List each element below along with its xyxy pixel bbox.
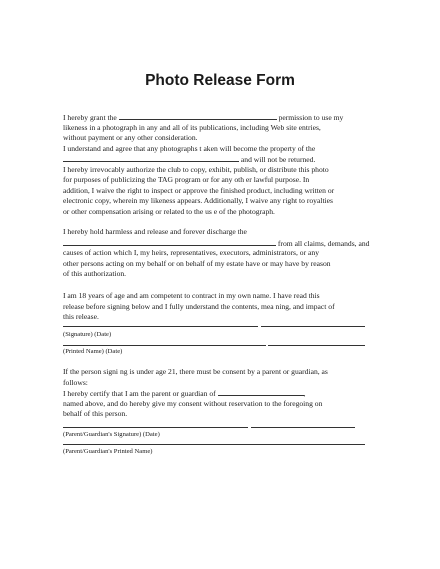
age-paragraph bbox=[63, 291, 383, 323]
release-line-4: other persons acting on my behalf or on behalf of my estate have or may have by reason bbox=[63, 258, 331, 268]
grant-line-4: I understand and agree that any photographs t aken will become the property of the bbox=[63, 143, 316, 153]
guardian-printed-name-label: (Parent/Guardian's Printed Name) bbox=[63, 448, 153, 455]
grant-line-3: without payment or any other consideration. bbox=[63, 133, 198, 142]
grant-line-10: or other compensation arising or related to the us e of the photograph. bbox=[63, 206, 275, 216]
grant-line-5: and will not be returned. bbox=[240, 155, 316, 164]
age-line-3: this release. bbox=[63, 312, 99, 321]
guardian-comma: , bbox=[303, 389, 306, 398]
guardian-signature-date-line[interactable] bbox=[251, 427, 355, 428]
grant-line-8: addition, I waive the right to inspect or approve the finished product, including written or bbox=[63, 185, 335, 195]
age-line-2: release before signing below and I fully understand the contents, mea ning, and impact of bbox=[63, 301, 335, 311]
guardian-line-2: follows: bbox=[63, 377, 88, 387]
grant-paragraph bbox=[63, 112, 383, 217]
guardian-line-5: behalf of this person. bbox=[63, 409, 128, 418]
guardian-signature-label: (Parent/Guardian's Signature) (Date) bbox=[63, 431, 160, 438]
release-line-2: from all claims, demands, and bbox=[277, 238, 370, 248]
signature-label: (Signature) (Date) bbox=[63, 331, 112, 338]
age-line-1: I am 18 years of age and am competent to contract in my own name. I have read this bbox=[63, 291, 320, 300]
page-title: Photo Release Form bbox=[145, 72, 295, 89]
guardian-line-1: If the person signi ng is under age 21, there must be consent by a parent or guardian, as bbox=[63, 367, 328, 376]
grant-line-9: electronic copy, wherein my likeness appears. Additionally, I waive any right to royalties bbox=[63, 196, 333, 205]
release-paragraph bbox=[63, 227, 383, 280]
guardian-line-4: named above, and do hereby give my consent without reservation to the foregoing on bbox=[63, 398, 323, 408]
release-line-1: I hereby hold harmless and release and forever discharge the bbox=[63, 227, 247, 236]
signature-date-line[interactable] bbox=[261, 326, 365, 327]
minor-name-blank[interactable] bbox=[218, 388, 304, 396]
grantee-blank[interactable] bbox=[119, 112, 277, 120]
grant-text-end: permission to use my bbox=[278, 113, 344, 122]
printed-name-line[interactable] bbox=[63, 345, 266, 346]
printed-name-date-line[interactable] bbox=[268, 345, 365, 346]
released-party-blank[interactable] bbox=[63, 238, 276, 246]
guardian-line-3: I hereby certify that I am the parent or guardian of bbox=[63, 389, 216, 398]
grant-line-2: likeness in a photograph in any and all of its publications, including Web site entries, bbox=[63, 122, 321, 132]
grant-line-6: I hereby irrevocably authorize the club to copy, exhibit, publish, or distribute this photo bbox=[63, 164, 329, 174]
release-line-5: of this authorization. bbox=[63, 269, 127, 278]
guardian-paragraph bbox=[63, 367, 383, 420]
printed-name-label: (Printed Name) (Date) bbox=[63, 348, 123, 355]
grant-line-7: for purposes of publicizing the TAG program or for any oth er lawful purpose. In bbox=[63, 175, 310, 184]
guardian-signature-line[interactable] bbox=[63, 427, 248, 428]
signature-line[interactable] bbox=[63, 326, 258, 327]
property-owner-blank[interactable] bbox=[63, 154, 239, 162]
release-line-3: causes of action which I, my heirs, representatives, executors, administrators, or any bbox=[63, 248, 319, 257]
guardian-printed-name-line[interactable] bbox=[63, 444, 365, 445]
grant-text-start: I hereby grant the bbox=[63, 113, 117, 122]
